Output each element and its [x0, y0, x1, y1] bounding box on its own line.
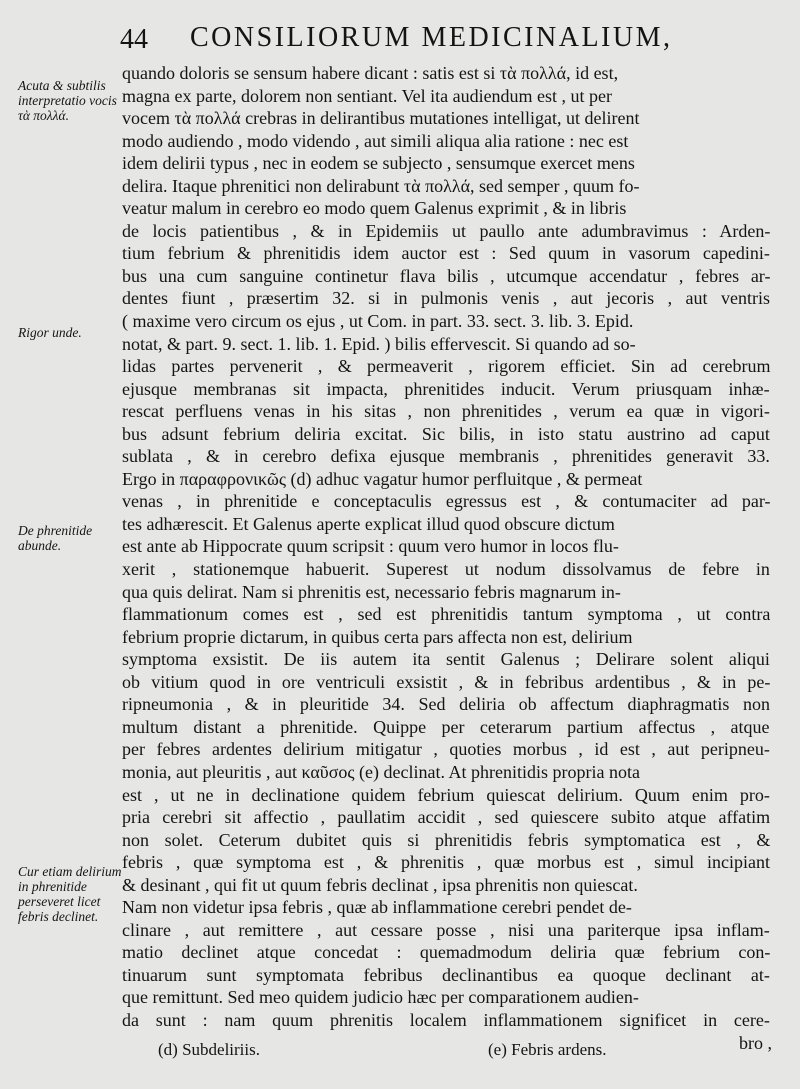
text-line: notat, & part. 9. sect. 1. lib. 1. Epid. ) bilis effervescit. Si quando ad so-	[122, 333, 636, 354]
text-line: delira. Itaque phrenitici non delirabunt τὰ πολλά, sed semper , quum fo-	[122, 175, 640, 196]
text-line: rescat perfluens venas in his sitas , non phrenitides , verum ea quæ in vigori-	[122, 401, 770, 422]
text-line: pria cerebri sit affectio , paullatim accidit , sed quiescere subito atque affatim	[122, 807, 771, 828]
text-line: symptoma exsistit. De iis autem ita sentit Galenus ; Delirare solent aliqui	[122, 649, 770, 670]
margin-note: Cur etiam delirium in phrenitide perseveret licet febris declinet.	[18, 864, 122, 924]
text-line: multum distant a phrenitide. Quippe per ceterarum partium affectus , atque	[122, 716, 770, 737]
text-line: de locis patientibus , & in Epidemiis ut paullo ante adumbravimus : Arden-	[122, 220, 771, 241]
text-line: sublata , & in cerebro defixa ejusque membranis , phrenitides generavit 33.	[122, 446, 770, 467]
text-line: tes adhærescit. Et Galenus aperte explicat illud quod obscure dictum	[122, 513, 615, 534]
text-line: Nam non videtur ipsa febris , quæ ab inflammatione cerebri pendet de-	[122, 897, 632, 918]
page-number: 44	[120, 24, 148, 55]
footnote-e: (e) Febris ardens.	[488, 1040, 607, 1059]
text-line: venas , in phrenitide e conceptaculis egressus est , & contumaciter ad par-	[122, 491, 771, 512]
margin-notes	[0, 0, 125, 1089]
text-line: dentes fiunt , præsertim 32. si in pulmonis venis , aut jecoris , aut ventris	[122, 288, 770, 309]
text-line: quando doloris se sensum habere dicant : satis est si τὰ πολλά, id est,	[122, 63, 619, 83]
text-line: modo audiendo , modo videndo , aut simili aliqua alia ratione : nec est	[122, 130, 629, 151]
footnote-d: (d) Subdeliriis.	[158, 1040, 260, 1059]
text-line: tium febrium & phrenitidis idem auctor est : Sed quum in vasorum capedini-	[122, 243, 770, 264]
margin-note: Rigor unde.	[18, 325, 82, 340]
text-line: da sunt : nam quum phrenitis localem inflammationem significet in cere-	[122, 1009, 770, 1030]
text-line: bro ,	[739, 1032, 772, 1053]
text-line: bus adsunt febrium deliria excitat. Sic bilis, in isto statu austrino ad caput	[122, 423, 770, 444]
text-line: monia, aut pleuritis , aut καῦσος (e) declinat. At phrenitidis propria nota	[122, 761, 640, 782]
text-line: est , ut ne in declinatione quidem febrium quiescat delirium. Quum enim pro-	[122, 784, 770, 805]
text-line: ( maxime vero circum os ejus , ut Com. in part. 33. sect. 3. lib. 3. Epid.	[122, 311, 634, 332]
text-line: per febres ardentes delirium mitigatur , quoties morbus , id est , aut peripneu-	[122, 739, 770, 760]
text-line: flammationum comes est , sed est phrenitidis tantum symptoma , ut contra	[122, 604, 771, 625]
text-line: lidas partes pervenerit , & permeaverit , rigorem efficiet. Sin ad cerebrum	[122, 356, 771, 377]
text-line: ejusque membranas sit impacta, phrenitides inducit. Verum priusquam inhæ-	[122, 378, 770, 399]
text-line: est ante ab Hippocrate quum scripsit : quum vero humor in locos flu-	[122, 536, 619, 557]
text-line: que remittunt. Sed meo quidem judicio hæc per comparationem audien-	[122, 987, 639, 1008]
text-line: magna ex parte, dolorem non sentiant. Vel ita audiendum est , ut per	[122, 85, 613, 106]
text-line: vocem τὰ πολλά crebras in delirantibus mutationes intelligat, ut delirent	[122, 108, 640, 129]
running-title: CONSILIORUM MEDICINALIUM,	[190, 22, 673, 53]
footnotes	[0, 1040, 800, 1070]
text-line: ob vitium quod in ore ventriculi exsistit , & in febribus ardentibus , & in pe-	[122, 671, 771, 692]
text-line: & desinant , qui fit ut quum febris declinat , ipsa phrenitis non quiescat.	[122, 874, 638, 895]
margin-note: Acuta & subtilis interpretatio vocis τὰ πολλά.	[18, 78, 117, 123]
text-line: xerit , stationemque habuerit. Superest ut nodum dissolvamus de febre in	[122, 559, 770, 580]
text-line: febrium proprie dictarum, in quibus certa pars affecta non est, delirium	[122, 626, 633, 647]
page-header	[120, 22, 720, 58]
text-line: Ergo in παραφρονικῶς (d) adhuc vagatur humor perfluitque , & permeat	[122, 468, 643, 489]
text-line: bus una cum sanguine continetur flava bilis , utcumque accendatur , febres ar-	[122, 265, 771, 286]
text-line: clinare , aut remittere , aut cessare posse , nisi una pariterque ipsa inflam-	[122, 919, 770, 940]
margin-note: De phrenitide abunde.	[18, 523, 93, 553]
text-line: ripneumonia , & in pleuritide 34. Sed deliria ob affectum diaphragmatis non	[122, 694, 771, 715]
body-text	[122, 62, 772, 1054]
text-line: tinuarum sunt symptomata febribus declinantibus ea quoque declinant at-	[122, 964, 770, 985]
text-line: non solet. Ceterum dubitet quis si phrenitidis febris symptomatica est , &	[122, 829, 771, 850]
text-line: matio declinet atque concedat : quemadmodum deliria quæ febrium con-	[122, 942, 771, 963]
text-line: idem delirii typus , nec in eodem se subjecto , sensumque exercet mens	[122, 153, 635, 174]
text-line: veatur malum in cerebro eo modo quem Galenus exprimit , & in libris	[122, 198, 627, 219]
text-line: qua quis delirat. Nam si phrenitis est, necessario febris magnarum in-	[122, 581, 621, 602]
text-line: febris , quæ symptoma est , & phrenitis , quæ morbus est , simul incipiant	[122, 852, 771, 873]
